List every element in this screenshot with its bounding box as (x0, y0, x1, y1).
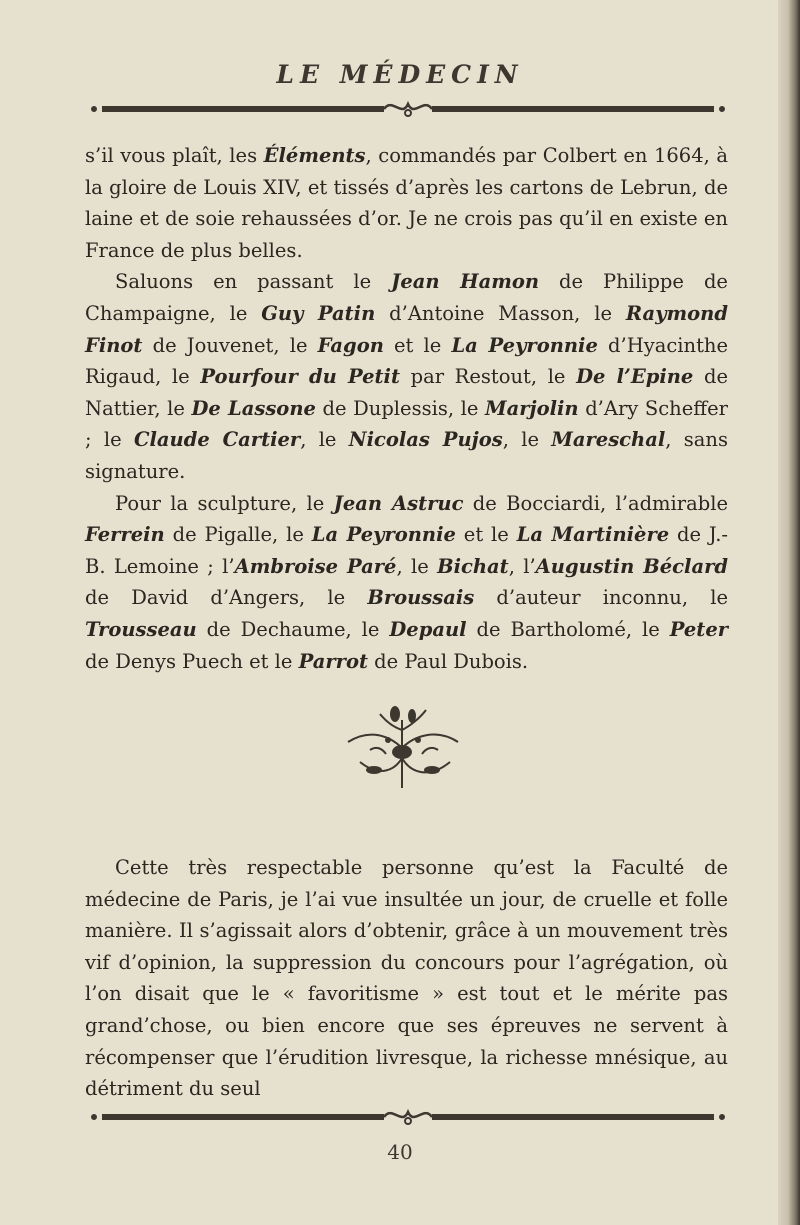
text-run: d’Antoine Masson, le (375, 301, 626, 325)
paragraph-sculptures (85, 488, 728, 678)
work-title: Guy Patin (261, 301, 376, 325)
work-title: Trousseau (85, 617, 197, 641)
text-run: , le (502, 428, 552, 452)
text-run: de Jouvenet, le (142, 333, 318, 357)
text-run: Pour la sculpture, le (115, 491, 334, 515)
text-run: de Denys Puech et le (85, 649, 299, 673)
work-title: Ferrein (85, 523, 165, 547)
paragraph-continuation: s’il vous plaît, les Éléments, commandés par Colbert en 1664, à la gloire de Louis XIV, et tissés d’après les cartons de Lebrun, de laine et de soie rehaussées d’or. Je ne crois pas qu’il en existe en France de plus belles. (85, 144, 728, 262)
work-title: Jean Hamon (391, 270, 540, 294)
work-title: Jean Astruc (333, 491, 464, 515)
page-number: 40 (387, 1140, 413, 1164)
running-head: LE MÉDECIN (276, 60, 524, 89)
text-run: et le (455, 523, 517, 547)
work-title: Raymond Finot (85, 301, 728, 357)
work-title: Peter (669, 617, 728, 641)
work-title: La Peyronnie (451, 333, 598, 357)
lower-text-block (85, 852, 728, 1105)
upper-text-block (85, 140, 728, 677)
text-run: de Nattier, le (85, 365, 728, 420)
work-title: De Lassone (191, 396, 316, 420)
text-run: de Philippe de Champaigne, le (85, 270, 728, 325)
text-run: de Paul Dubois. (367, 649, 529, 673)
paragraph-faculte: Cette très respectable personne qu’est la Faculté de médecine de Paris, je l’ai vue insultée un jour, de cruelle et folle manière. Il s’agissait alors d’obtenir, grâce à un mouvement très vif d’opinion, la suppression du concours pour l’agrégation, où l’on disait que le « favoritisme » est tout et le mérite pas grand’chose, ou bien encore que ses épreuves ne servent à récompenser que l’érudition livresque, la richesse mnésique, au détriment du seul (85, 856, 728, 1101)
work-title: Depaul (389, 617, 467, 641)
text-run: et le (383, 333, 452, 357)
work-title: La Martinière (516, 523, 670, 547)
work-title: Broussais (367, 586, 475, 610)
work-title: De l’Epine (576, 365, 694, 389)
text-run: de Bartholomé, le (466, 617, 670, 641)
text-run: de Bocciardi, l’admirable (463, 491, 728, 515)
text-run: par Restout, le (399, 365, 577, 389)
floral-vignette (340, 700, 465, 800)
footer-ornament-rule (88, 1106, 728, 1128)
text-run: de J.-B. Lemoine ; l’ (85, 523, 729, 578)
text-run: de David d’Angers, le (85, 586, 368, 610)
work-title: Claude Cartier (133, 428, 301, 452)
text-run: de Duplessis, le (315, 396, 486, 420)
text-run: Saluons en passant le (115, 270, 392, 294)
header-ornament-rule (88, 98, 728, 120)
work-title: Pourfour du Petit (200, 365, 400, 389)
text-run: , le (300, 428, 349, 452)
work-title: Augustin Béclard (535, 554, 728, 578)
text-run: de Dechaume, le (196, 617, 390, 641)
text-run: de Pigalle, le (164, 523, 312, 547)
page-edge-shadow (778, 0, 800, 1225)
text-run: , le (396, 554, 438, 578)
work-title: Ambroise Paré (234, 554, 397, 578)
work-title: Fagon (317, 333, 384, 357)
work-title: Marjolin (485, 396, 579, 420)
text-run: d’auteur inconnu, le (474, 586, 728, 610)
text-run: d’Hyacinthe Rigaud, le (85, 333, 728, 389)
text-run: , l’ (508, 554, 536, 578)
text-run: , sans signature. (85, 428, 728, 483)
work-title: Parrot (298, 649, 368, 673)
work-title: La Peyronnie (311, 523, 456, 547)
work-title: Bichat (437, 554, 509, 578)
work-title: Éléments (263, 144, 366, 167)
text-run: d’Ary Scheffer ; le (85, 396, 728, 452)
work-title: Nicolas Pujos (348, 428, 503, 452)
work-title: Mareschal (551, 428, 666, 452)
paragraph-portraits (85, 266, 728, 487)
